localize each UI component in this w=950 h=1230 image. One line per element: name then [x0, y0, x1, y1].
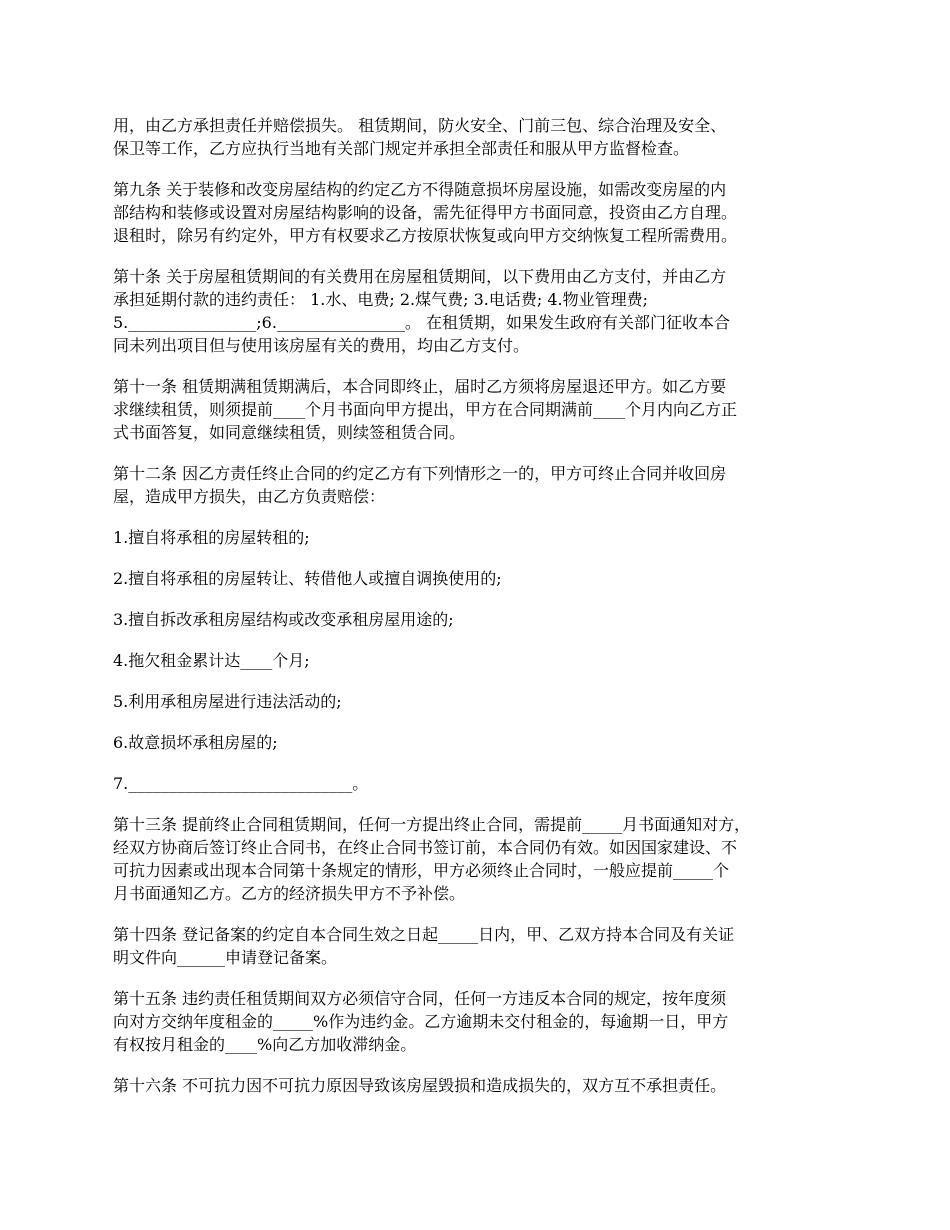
text-line: 第十六条 不可抗力因不可抗力原因导致该房屋毁损和造成损失的，双方互不承担责任。 — [113, 1076, 727, 1095]
text-line: 屋，造成甲方损失，由乙方负责赔偿： — [113, 487, 386, 506]
text-line: 部结构和装修或设置对房屋结构影响的设备，需先征得甲方书面同意，投资由乙方自理。 — [113, 203, 738, 222]
text-line: 3.擅自拆改承租房屋结构或改变承租房屋用途的; — [113, 610, 454, 629]
text-line: 明文件向______申请登记备案。 — [113, 948, 338, 967]
paragraph — [113, 462, 843, 508]
text-line: 承担延期付款的违约责任： 1.水、电费; 2.煤气费; 3.电话费; 4.物业管理费; — [113, 290, 648, 309]
text-line: 退租时，除另有约定外，甲方有权要求乙方按原状恢复或向甲方交纳恢复工程所需费用。 — [113, 226, 738, 245]
paragraph — [113, 114, 843, 160]
text-line: 第十条 关于房屋租赁期间的有关费用在房屋租赁期间，以下费用由乙方支付，并由乙方 — [113, 267, 727, 286]
paragraph — [113, 375, 843, 444]
paragraph — [113, 608, 843, 631]
document-page — [113, 114, 843, 1115]
paragraph — [113, 923, 843, 969]
text-line: 5.利用承租房屋进行违法活动的; — [113, 692, 342, 711]
text-line: 用，由乙方承担责任并赔偿损失。 租赁期间，防火安全、门前三包、综合治理及安全、 — [113, 116, 727, 135]
text-line: 可抗力因素或出现本合同第十条规定的情形，甲方必须终止合同时，一般应提前_____个 — [113, 861, 730, 880]
paragraph — [113, 731, 843, 754]
text-line: 第十五条 违约责任租赁期间双方必须信守合同，任何一方违反本合同的规定，按年度须 — [113, 989, 727, 1008]
text-line: 第九条 关于装修和改变房屋结构的约定乙方不得随意损坏房屋设施，如需改变房屋的内 — [113, 180, 727, 199]
text-line: 向对方交纳年度租金的_____%作为违约金。乙方逾期未交付租金的，每逾期一日，甲方 — [113, 1012, 729, 1031]
text-line: 月书面通知乙方。乙方的经济损失甲方不予补偿。 — [113, 884, 466, 903]
paragraph — [113, 813, 843, 905]
text-line: 第十二条 因乙方责任终止合同的约定乙方有下列情形之一的，甲方可终止合同并收回房 — [113, 464, 727, 483]
text-line: 6.故意损坏承租房屋的; — [113, 733, 278, 752]
text-line: 7.____________________________。 — [113, 774, 369, 793]
paragraph — [113, 649, 843, 672]
text-line: 保卫等工作，乙方应执行当地有关部门规定并承担全部责任和服从甲方监督检查。 — [113, 139, 690, 158]
paragraph — [113, 772, 843, 795]
text-line: 经双方协商后签订终止合同书，在终止合同书签订前，本合同仍有效。如因国家建设、不 — [113, 838, 738, 857]
text-line: 5.________________;6.________________。 在租赁期，如果发生政府有关部门征收本合 — [113, 313, 731, 332]
text-line: 第十四条 登记备案的约定自本合同生效之日起_____日内，甲、乙双方持本合同及有关证 — [113, 925, 735, 944]
text-line: 求继续租赁，则须提前____个月书面向甲方提出，甲方在合同期满前____个月内向乙方正 — [113, 400, 738, 419]
text-line: 同未列出项目但与使用该房屋有关的费用，均由乙方支付。 — [113, 336, 530, 355]
paragraph — [113, 1074, 843, 1097]
paragraph — [113, 690, 843, 713]
paragraph — [113, 567, 843, 590]
text-line: 1.擅自将承租的房屋转租的; — [113, 528, 310, 547]
text-line: 第十三条 提前终止合同租赁期间，任何一方提出终止合同，需提前_____月书面通知对方， — [113, 815, 751, 834]
paragraph — [113, 526, 843, 549]
paragraph — [113, 987, 843, 1056]
paragraph — [113, 178, 843, 247]
text-line: 4.拖欠租金累计达____个月; — [113, 651, 310, 670]
text-line: 2.擅自将承租的房屋转让、转借他人或擅自调换使用的; — [113, 569, 502, 588]
text-line: 式书面答复，如同意继续租赁，则续签租赁合同。 — [113, 423, 466, 442]
text-line: 第十一条 租赁期满租赁期满后，本合同即终止，届时乙方须将房屋退还甲方。如乙方要 — [113, 377, 727, 396]
paragraph — [113, 265, 843, 357]
text-line: 有权按月租金的____%向乙方加收滞纳金。 — [113, 1035, 417, 1054]
